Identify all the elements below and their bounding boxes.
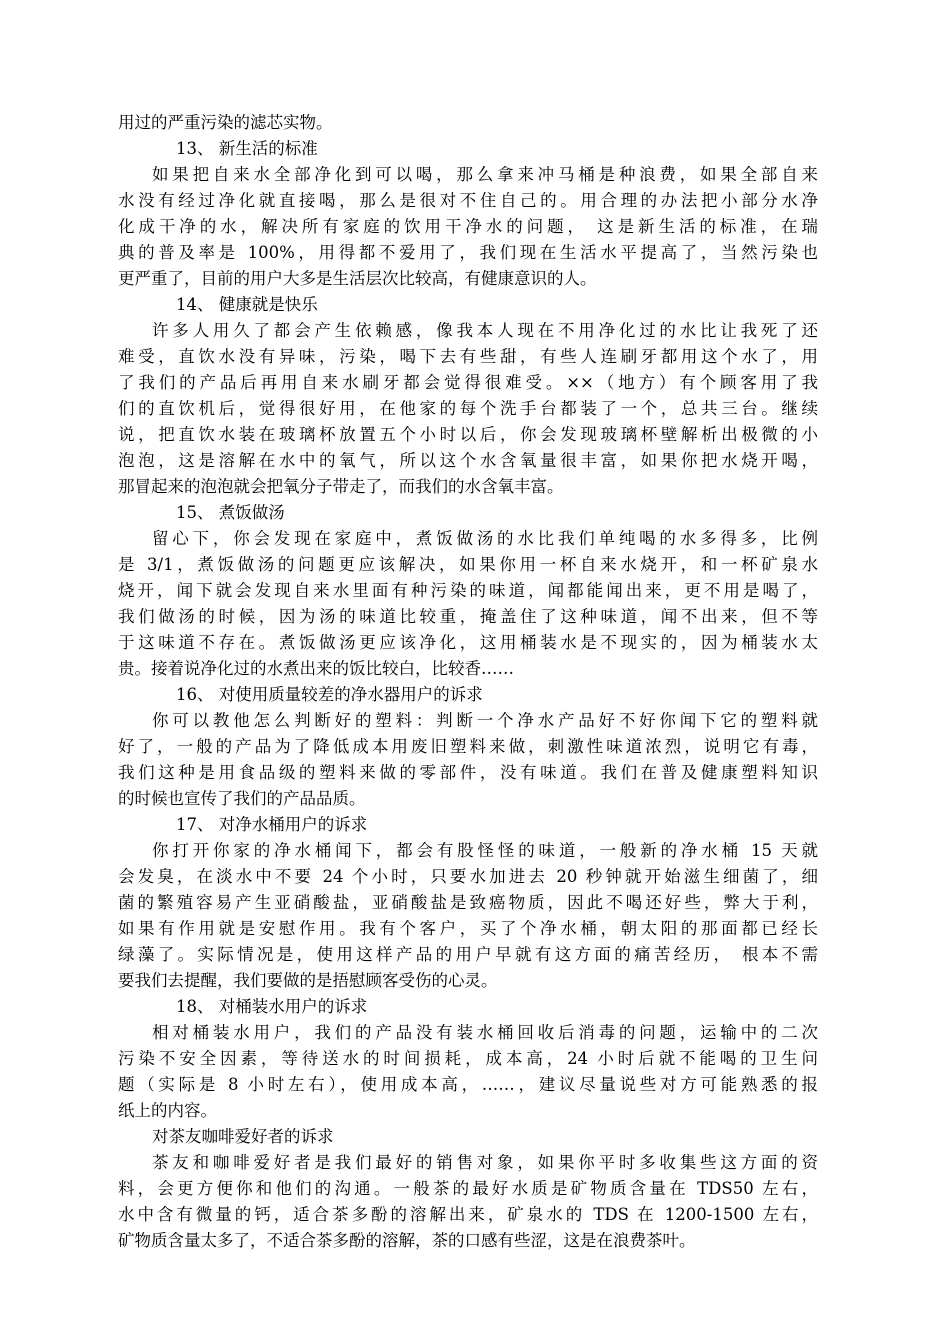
paragraph-line: 了我们的产品后再用自来水刷牙都会觉得很难受。××（地方）有个顾客用了我 — [118, 373, 818, 392]
paragraph-line: 相对桶装水用户，我们的产品没有装水桶回收后消毒的问题，运输中的二次 — [152, 1023, 818, 1042]
paragraph-line: 你打开你家的净水桶闻下，都会有股怪怪的味道，一般新的净水桶 15 天就 — [152, 841, 818, 860]
document-page — [118, 110, 818, 1254]
paragraph-line: 水没有经过净化就直接喝，那么是很对不住自己的。用合理的办法把小部分水净 — [118, 191, 818, 210]
paragraph-line: 那冒起来的泡泡就会把氧分子带走了，而我们的水含氧丰富。 — [118, 477, 564, 496]
paragraph-line: 是 3/1，煮饭做汤的问题更应该解决，如果你用一杯自来水烧开，和一杯矿泉水 — [118, 555, 818, 574]
section-heading: 16、 对使用质量较差的净水器用户的诉求 — [176, 685, 483, 704]
paragraph-line: 用过的严重污染的滤芯实物。 — [118, 113, 333, 132]
section-heading: 14、 健康就是快乐 — [176, 295, 318, 314]
paragraph-line: 许多人用久了都会产生依赖感，像我本人现在不用净化过的水比让我死了还 — [152, 321, 818, 340]
paragraph-line: 好了，一般的产品为了降低成本用废旧塑料来做，刺激性味道浓烈，说明它有毒， — [118, 737, 818, 756]
paragraph-line: 的时候也宣传了我们的产品品质。 — [118, 789, 366, 808]
paragraph-line: 如果有作用就是安慰作用。我有个客户，买了个净水桶，朝太阳的那面都已经长 — [118, 919, 818, 938]
paragraph-line: 留心下，你会发现在家庭中，煮饭做汤的水比我们单纯喝的水多得多，比例 — [152, 529, 818, 548]
paragraph-line: 料，会更方便你和他们的沟通。一般茶的最好水质是矿物质含量在 TDS50 左右， — [118, 1179, 818, 1198]
paragraph-line: 如果把自来水全部净化到可以喝，那么拿来冲马桶是种浪费，如果全部自来 — [152, 165, 818, 184]
paragraph-line: 绿藻了。实际情况是，使用这样产品的用户早就有这方面的痛苦经历， 根本不需 — [118, 945, 818, 964]
paragraph-line: 贵。接着说净化过的水煮出来的饭比较白，比较香…… — [118, 659, 514, 678]
paragraph-line: 你可以教他怎么判断好的塑料：判断一个净水产品好不好你闻下它的塑料就 — [152, 711, 818, 730]
paragraph-line: 烧开，闻下就会发现自来水里面有种污染的味道，闻都能闻出来，更不用是喝了， — [118, 581, 818, 600]
paragraph-line: 们的直饮机后，觉得很好用，在他家的每个洗手台都装了一个，总共三台。继续 — [118, 399, 818, 418]
paragraph-line: 我们这种是用食品级的塑料来做的零部件，没有味道。我们在普及健康塑料知识 — [118, 763, 818, 782]
paragraph-line: 矿物质含量太多了，不适合茶多酚的溶解，茶的口感有些涩，这是在浪费茶叶。 — [118, 1231, 696, 1250]
paragraph-line: 题（实际是 8 小时左右），使用成本高，……，建议尽量说些对方可能熟悉的报 — [118, 1075, 818, 1094]
paragraph-line: 更严重了，目前的用户大多是生活层次比较高，有健康意识的人。 — [118, 269, 597, 288]
paragraph-line: 难受，直饮水没有异味，污染，喝下去有些甜，有些人连刷牙都用这个水了，用 — [118, 347, 818, 366]
section-heading: 18、 对桶装水用户的诉求 — [176, 997, 368, 1016]
paragraph-line: 茶友和咖啡爱好者是我们最好的销售对象，如果你平时多收集些这方面的资 — [152, 1153, 818, 1172]
paragraph-line: 水中含有微量的钙，适合茶多酚的溶解出来，矿泉水的 TDS 在 1200-1500 左右， — [118, 1205, 818, 1224]
section-heading: 13、 新生活的标准 — [176, 139, 318, 158]
paragraph-line: 要我们去提醒，我们要做的是捂慰顾客受伤的心灵。 — [118, 971, 498, 990]
section-heading: 15、 煮饭做汤 — [176, 503, 285, 522]
paragraph-line: 我们做汤的时候，因为汤的味道比较重，掩盖住了这种味道，闻不出来，但不等 — [118, 607, 818, 626]
paragraph-line: 化成干净的水，解决所有家庭的饮用干净水的问题， 这是新生活的标准，在瑞 — [118, 217, 818, 236]
paragraph-line: 典的普及率是 100%，用得都不爱用了，我们现在生活水平提高了，当然污染也 — [118, 243, 818, 262]
section-heading: 17、 对净水桶用户的诉求 — [176, 815, 368, 834]
paragraph-line: 会发臭，在淡水中不要 24 个小时，只要水加进去 20 秒钟就开始滋生细菌了，细 — [118, 867, 818, 886]
paragraph-line: 污染不安全因素，等待送水的时间损耗，成本高，24 小时后就不能喝的卫生问 — [118, 1049, 818, 1068]
section-heading: 对茶友咖啡爱好者的诉求 — [152, 1127, 334, 1146]
paragraph-line: 于这味道不存在。煮饭做汤更应该净化，这用桶装水是不现实的，因为桶装水太 — [118, 633, 818, 652]
paragraph-line: 说，把直饮水装在玻璃杯放置五个小时以后，你会发现玻璃杯壁解析出极微的小 — [118, 425, 818, 444]
paragraph-line: 泡泡，这是溶解在水中的氧气，所以这个水含氧量很丰富，如果你把水烧开喝， — [118, 451, 818, 470]
paragraph-line: 纸上的内容。 — [118, 1101, 217, 1120]
paragraph-line: 菌的繁殖容易产生亚硝酸盐，亚硝酸盐是致癌物质，因此不喝还好些，弊大于利， — [118, 893, 818, 912]
